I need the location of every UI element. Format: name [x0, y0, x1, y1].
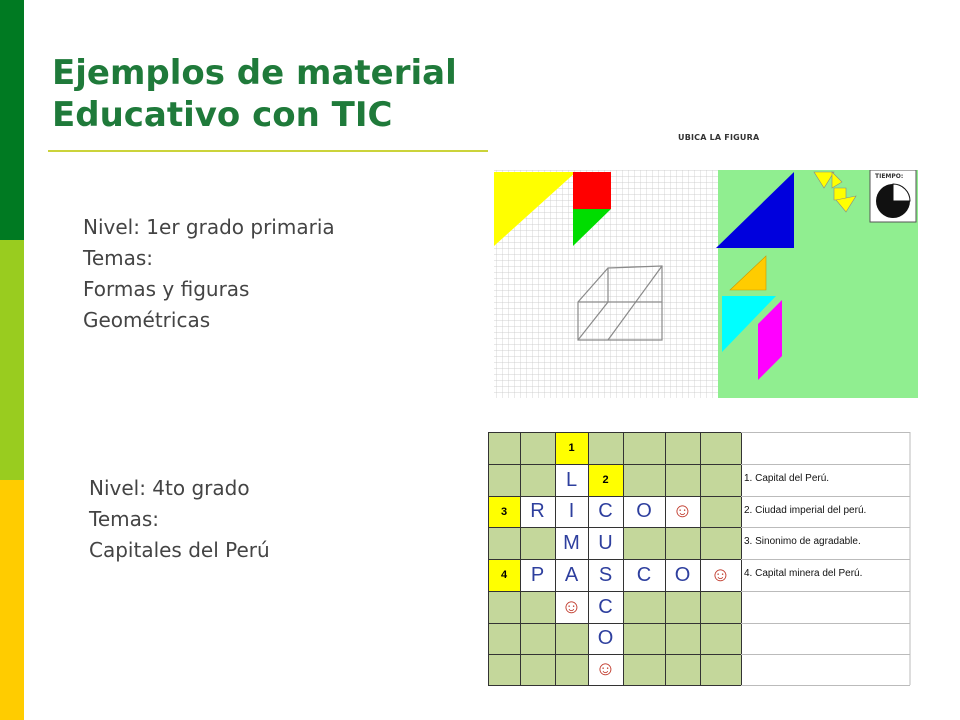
slide-title: [52, 52, 457, 136]
crossword-blank-cell: [488, 464, 520, 496]
example-2-topic-1: Capitales del Perú: [89, 538, 270, 562]
crossword-letter[interactable]: M: [563, 531, 580, 554]
clue-number: 2: [602, 474, 609, 486]
crossword-letter[interactable]: O: [674, 563, 691, 586]
crossword-blank-cell: [700, 432, 741, 464]
crossword-letter[interactable]: P: [530, 563, 545, 586]
crossword-blank-cell: [700, 464, 741, 496]
example-1-level: Nivel: 1er grado primaria: [83, 215, 335, 239]
example-2-description: [89, 473, 270, 566]
crossword-blank-cell: [665, 464, 700, 496]
example-2-topics-label: Temas:: [89, 507, 160, 531]
crossword-blank-cell: [488, 432, 520, 464]
crossword-blank-cell: [520, 464, 555, 496]
crossword-blank-cell: [520, 527, 555, 559]
tangram-activity: [490, 170, 918, 398]
crossword-blank-cell: [520, 623, 555, 654]
crossword-clue-4: 4. Capital minera del Perú.: [744, 568, 863, 579]
crossword-letter[interactable]: O: [636, 500, 652, 522]
crossword-blank-cell: [665, 527, 700, 559]
crossword-blank-cell: [555, 623, 588, 654]
crossword-clue-3: 3. Sinonimo de agradable.: [744, 536, 861, 547]
clue-number: 1: [568, 442, 575, 454]
crossword-blank-cell: [488, 527, 520, 559]
smiley-icon: ☺: [595, 658, 616, 680]
crossword-blank-cell: [520, 432, 555, 464]
crossword-blank-cell: [623, 623, 665, 654]
crossword-blank-cell: [488, 591, 520, 623]
accent-bar-yellow: [0, 480, 24, 720]
crossword-blank-cell: [665, 432, 700, 464]
smiley-icon: ☺: [561, 595, 582, 618]
example-1-topics-label: Temas:: [83, 246, 154, 270]
timer-label: TIEMPO:: [875, 173, 904, 180]
crossword-blank-cell: [520, 591, 555, 623]
crossword-blank-cell: [488, 654, 520, 685]
smiley-icon: ☺: [672, 500, 693, 522]
red-square[interactable]: [573, 172, 611, 209]
crossword-clue-1: 1. Capital del Perú.: [744, 473, 830, 484]
crossword-letter[interactable]: C: [598, 500, 613, 522]
clue-number: 3: [500, 505, 508, 518]
crossword-blank-cell: [520, 654, 555, 685]
tangram-activity-title: UBICA LA FIGURA: [678, 133, 760, 142]
crossword-clue-2: 2. Ciudad imperial del perú.: [744, 504, 867, 516]
title-underline: [48, 150, 488, 152]
crossword-blank-cell: [700, 654, 741, 685]
crossword-blank-cell: [623, 654, 665, 685]
crossword-letter[interactable]: C: [598, 595, 613, 618]
crossword-blank-cell: [623, 527, 665, 559]
crossword-letter[interactable]: R: [530, 500, 545, 522]
crossword-blank-cell: [700, 527, 741, 559]
crossword-letter[interactable]: I: [568, 500, 575, 522]
clue-panel-lines: [741, 432, 910, 686]
crossword-blank-cell: [665, 654, 700, 685]
example-1-topic-1: Formas y figuras: [83, 277, 250, 301]
slide-title-line-2: Educativo con TIC: [52, 95, 393, 135]
example-1-topic-2: Geométricas: [83, 308, 211, 332]
crossword-letter[interactable]: A: [564, 563, 579, 586]
accent-bar-lime: [0, 240, 24, 480]
clue-number: 4: [500, 569, 508, 581]
crossword-blank-cell: [488, 623, 520, 654]
crossword-letter[interactable]: L: [565, 468, 578, 491]
slide-title-line-1: Ejemplos de material: [52, 53, 457, 93]
crossword-letter[interactable]: C: [636, 563, 652, 586]
tangram-canvas: [490, 170, 918, 398]
crossword-blank-cell: [588, 432, 623, 464]
crossword-blank-cell: [623, 464, 665, 496]
crossword-letter[interactable]: S: [598, 563, 613, 586]
example-1-description: [83, 212, 335, 336]
crossword-blank-cell: [623, 591, 665, 623]
accent-bar-dark: [0, 0, 24, 240]
crossword-blank-cell: [555, 654, 588, 685]
example-2-level: Nivel: 4to grado: [89, 476, 250, 500]
smiley-icon: ☺: [710, 563, 731, 586]
crossword-letter[interactable]: O: [597, 627, 614, 649]
crossword-blank-cell: [665, 623, 700, 654]
crossword-blank-cell: [700, 591, 741, 623]
crossword-blank-cell: [700, 496, 741, 527]
crossword-blank-cell: [623, 432, 665, 464]
crossword-blank-cell: [665, 591, 700, 623]
crossword-blank-cell: [700, 623, 741, 654]
crossword-letter[interactable]: U: [598, 531, 613, 554]
